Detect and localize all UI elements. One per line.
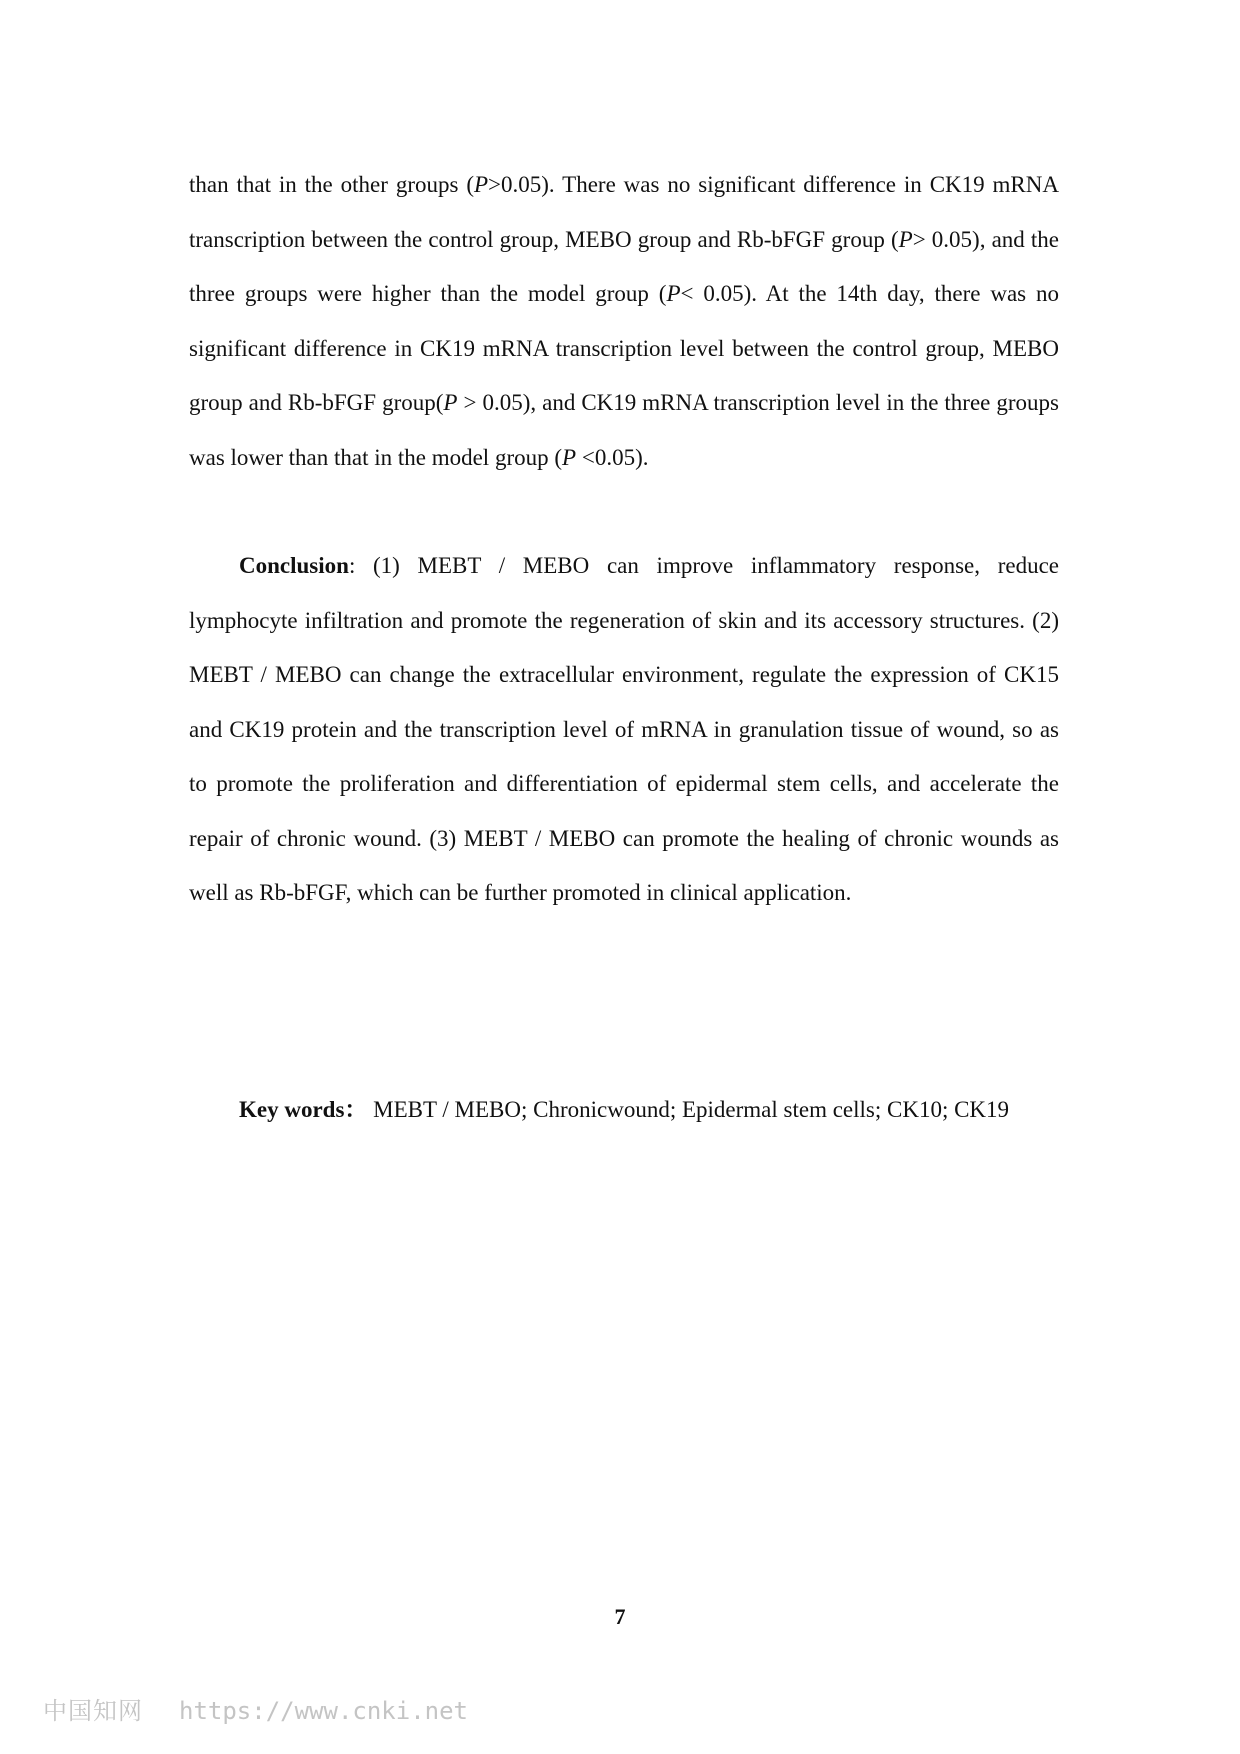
results-text-1: than that in the other groups ( (189, 172, 474, 197)
p-value-symbol: P (473, 172, 489, 197)
p-value-symbol: P (666, 281, 681, 306)
keywords-text: MEBT / MEBO; Chronicwound; Epidermal stem cells; CK10; CK19 (367, 1097, 1010, 1122)
results-paragraph (189, 158, 1059, 485)
watermark-url: https://www.cnki.net (179, 1697, 468, 1725)
results-text-3: > 0.05), and the three groups were higher than the model group ( (189, 226, 1060, 306)
cnki-watermark (43, 1691, 468, 1726)
results-text-5: > 0.05), and CK19 mRNA transcription level in the three groups was lower than that in the model group ( (189, 390, 1059, 470)
conclusion-label: Conclusion (239, 553, 349, 578)
watermark-site-name: 中国知网 (43, 1697, 143, 1725)
results-text-2: >0.05). There was no significant difference in CK19 mRNA transcription between the control group, MEBO group and Rb-bFGF group ( (189, 172, 1059, 252)
keywords-paragraph (189, 1083, 1059, 1138)
p-value-symbol: P (443, 390, 458, 415)
results-text-4: < 0.05). At the 14th day, there was no significant difference in CK19 mRNA transcription level between the control group, MEBO group and Rb-bFGF group( (189, 281, 1059, 415)
conclusion-text: : (1) MEBT / MEBO can improve inflammatory response, reduce lymphocyte infiltration and promote the regeneration of skin and its accessory structures. (2) MEBT / MEBO can change the extracellular environment, regulate the expression of CK15 and CK19 protein and the transcription level of mRNA in granulation tissue of wound, so as to promote the proliferation and differentiation of epidermal stem cells, and accelerate the repair of chronic wound. (3) MEBT / MEBO can promote the healing of chronic wounds as well as Rb-bFGF, which can be further promoted in clinical application. (189, 553, 1059, 905)
results-text-6: <0.05). (576, 444, 649, 470)
p-value-symbol: P (562, 444, 577, 470)
keywords-label: Key words： (239, 1097, 368, 1122)
conclusion-paragraph (189, 539, 1059, 921)
p-value-symbol: P (898, 226, 913, 252)
page-number: 7 (614, 1604, 626, 1629)
